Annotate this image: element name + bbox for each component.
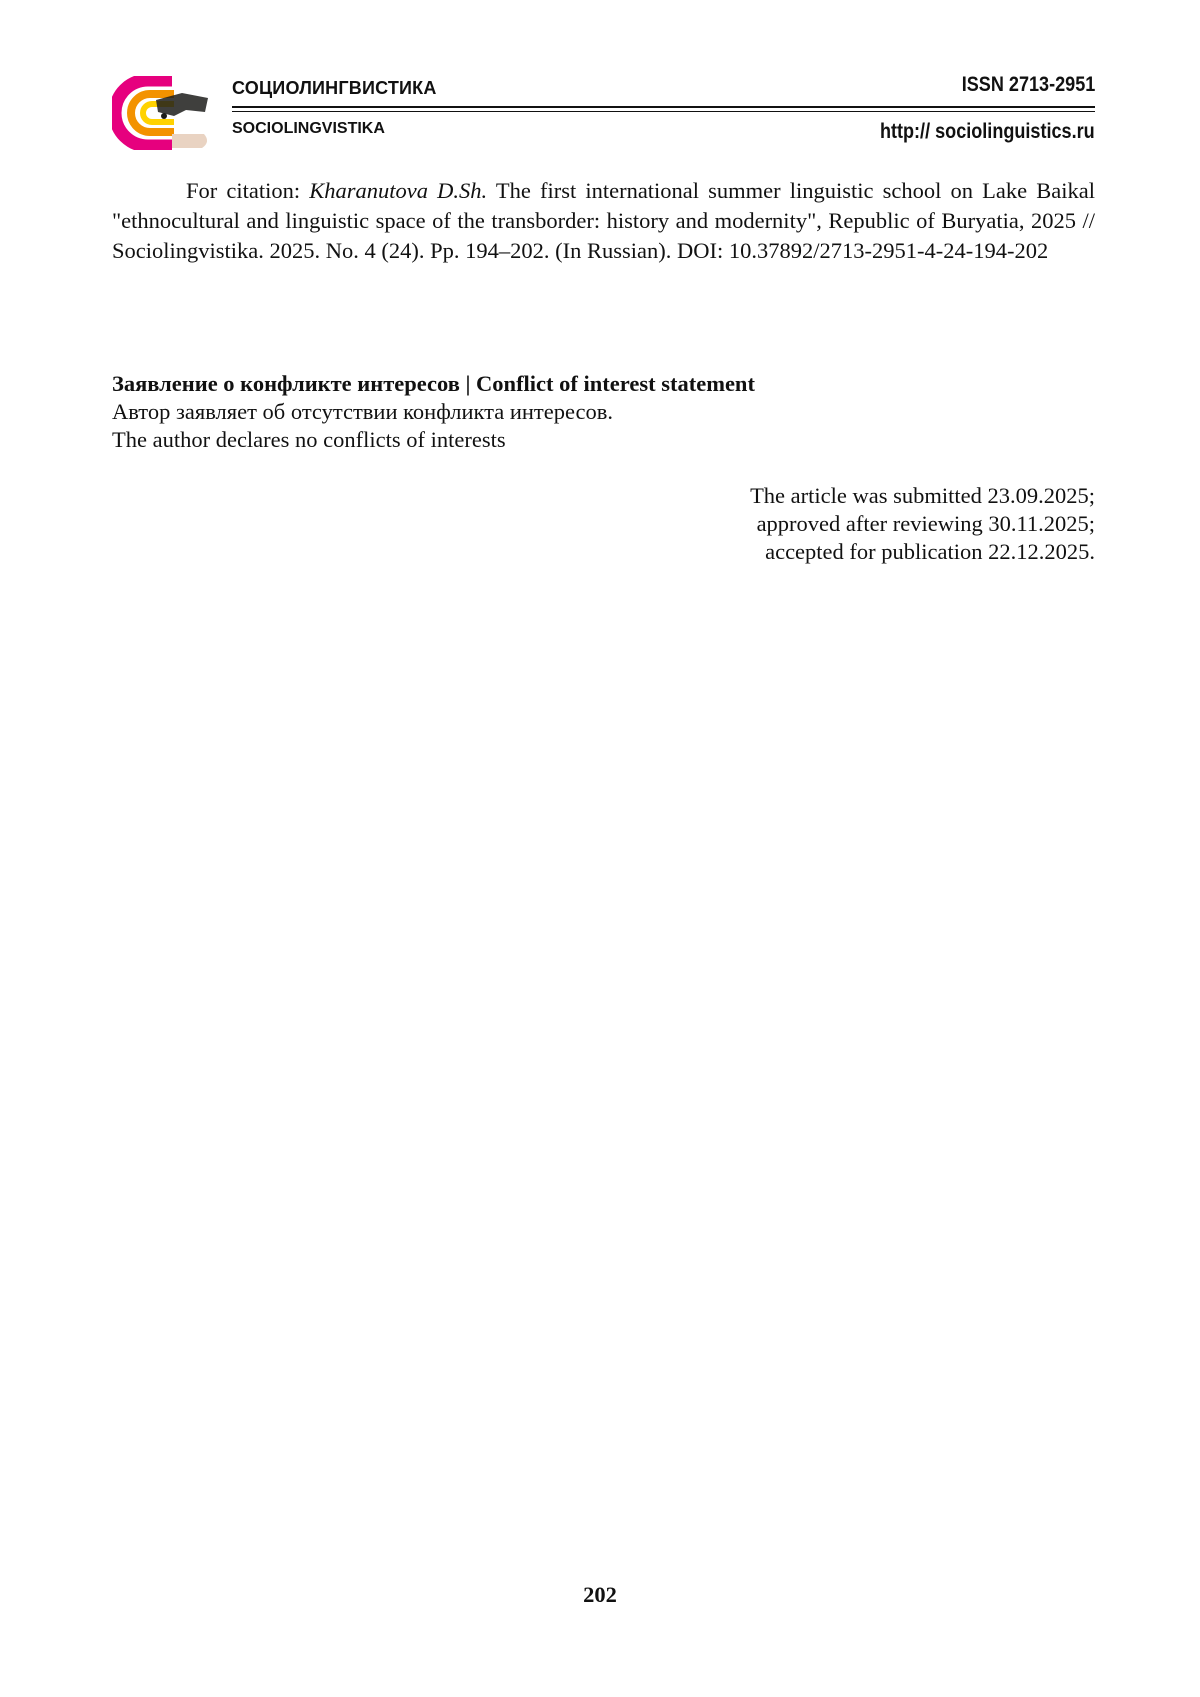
journal-title-en: SOCIOLINGVISTIKA: [232, 120, 385, 137]
journal-url[interactable]: http:// sociolinguistics.ru: [880, 120, 1095, 143]
header-rule-thin: [232, 111, 1095, 112]
conflict-of-interest-title: Заявление о конфликте интересов | Conflict of interest statement: [112, 371, 755, 396]
issn-label: ISSN 2713-2951: [961, 73, 1095, 96]
accepted-date: accepted for publication 22.12.2025.: [765, 539, 1095, 564]
approved-date: approved after reviewing 30.11.2025;: [756, 511, 1095, 536]
journal-logo: [112, 76, 212, 150]
citation-paragraph: [112, 176, 1095, 266]
journal-title-ru: СОЦИОЛИНГВИСТИКА: [232, 78, 437, 98]
citation-lead: For citation:: [186, 178, 310, 203]
header-rule: [232, 106, 1095, 108]
article-dates: [750, 482, 1095, 566]
citation-body: The first international summer linguistic school on Lake Baikal "ethnocultural and linguistic space of the transborder: history and modernity", Republic of Buryatia, 2025 // Sociolingvistika. 2025. No. 4 (24). Pp. 194–202. (In Russian). DOI: 10.37892/2713-2951-4-24-194-202: [112, 178, 1095, 263]
journal-header: [112, 70, 1095, 150]
conflict-of-interest-section: [112, 370, 1095, 454]
conflict-statement-ru: Автор заявляет об отсутствии конфликта интересов.: [112, 399, 614, 424]
submitted-date: The article was submitted 23.09.2025;: [750, 483, 1095, 508]
citation-block: [112, 176, 1095, 266]
page-number: 202: [583, 1582, 617, 1607]
conflict-statement-en: The author declares no conflicts of interests: [112, 427, 506, 452]
citation-author: Kharanutova D.Sh.: [309, 178, 488, 203]
